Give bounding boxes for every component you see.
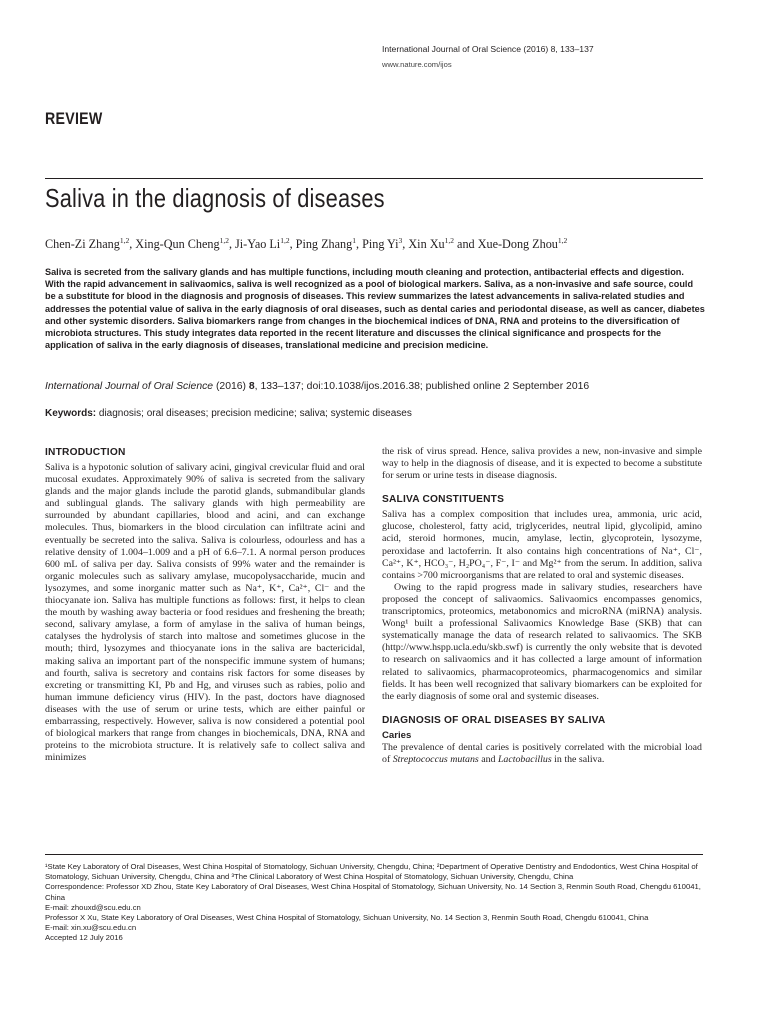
author-affiliation-marker: 1 bbox=[352, 236, 356, 245]
correspondence-2: Professor X Xu, State Key Laboratory of Oral Diseases, West China Hospital of Stomatology, Sichuan University, No. 14 Section 3, Renmin South Road, Chengdu 610041, China bbox=[45, 913, 649, 923]
introduction-continued-paragraph: the risk of virus spread. Hence, saliva provides a new, non-invasive and simple way to help in the diagnosis of disease, and it is expected to become a substitute for serum or urine tests in disease diagnosis. bbox=[382, 446, 702, 482]
journal-url[interactable]: www.nature.com/ijos bbox=[382, 60, 452, 69]
citation-volume: 8 bbox=[248, 381, 255, 392]
right-column bbox=[382, 446, 702, 766]
author-separator: , bbox=[355, 237, 363, 252]
email-1[interactable]: E-mail: zhouxd@scu.edu.cn bbox=[45, 902, 141, 912]
author-affiliation-marker: 1,2 bbox=[444, 236, 454, 245]
author-name: Ji-Yao Li bbox=[235, 237, 281, 252]
caries-paragraph bbox=[382, 742, 702, 766]
introduction-heading: INTRODUCTION bbox=[45, 447, 126, 458]
author-affiliation-marker: 1,2 bbox=[280, 236, 290, 245]
caries-text-b: and bbox=[478, 753, 498, 765]
author-affiliation-marker: 3 bbox=[398, 236, 403, 245]
author-list bbox=[45, 236, 567, 252]
keywords-list: diagnosis; oral diseases; precision medicine; saliva; systemic diseases bbox=[96, 408, 412, 419]
author-name: Ping Zhang bbox=[295, 237, 353, 252]
author-name: Ping Yi bbox=[362, 237, 399, 252]
author-affiliation-marker: 1,2 bbox=[119, 236, 130, 245]
author-name: Chen-Zi Zhang bbox=[45, 237, 120, 252]
keywords bbox=[45, 408, 412, 419]
journal-citation-header: International Journal of Oral Science (2016) 8, 133–137 bbox=[382, 44, 594, 54]
footnotes bbox=[45, 862, 707, 944]
author-separator: , bbox=[129, 237, 136, 252]
author-separator: , bbox=[402, 237, 409, 252]
caries-subheading: Caries bbox=[382, 729, 412, 741]
author-affiliation-marker: 1,2 bbox=[219, 236, 229, 245]
saliva-constituents-heading: SALIVA CONSTITUENTS bbox=[382, 494, 505, 506]
keywords-label: Keywords: bbox=[45, 408, 97, 419]
author-name: Xing-Qun Cheng bbox=[135, 237, 220, 252]
citation-journal: International Journal of Oral Science bbox=[45, 381, 214, 392]
caries-text-a: The prevalence of dental caries is positively correlated with the microbial load of bbox=[382, 741, 702, 765]
citation-year: (2016) bbox=[213, 381, 249, 392]
abstract: Saliva is secreted from the salivary glands and has multiple functions, including mouth cleaning and protection, antibacterial effects and digestion. With the rapid advancement in salivaomics, saliva is well recognized as a pool of biological markers. Saliva, as a non-invasive and safe source, could be a substitute for blood in the diagnosis and prognosis of diseases. This review summarizes the latest advancements in saliva-related studies and addresses the potential value of saliva in the early diagnosis of oral diseases, such as dental caries and periodontal disease, as well as cancer, diabetes and other systemic disorders. Saliva biomarkers range from changes in the biochemical indices of DNA, RNA and proteins to the diversification of microbiota structures. This study integrates data reported in the recent literature and discusses the clinical significance and prospects for the application of saliva in the early diagnosis of diseases, translational medicine and precision medicine. bbox=[45, 267, 705, 351]
article-title: Saliva in the diagnosis of diseases bbox=[45, 183, 385, 213]
correspondence-1: Correspondence: Professor XD Zhou, State Key Laboratory of Oral Diseases, West China Hospital of Stomatology, Sichuan University, No. 14 Section 3, Renmin South Road, Chengdu 610041, China bbox=[45, 882, 701, 902]
species-lactobacillus: Lactobacillus bbox=[497, 753, 552, 765]
title-rule bbox=[45, 178, 703, 179]
author-affiliation-marker: 1,2 bbox=[557, 236, 568, 245]
author-name: Xue-Dong Zhou bbox=[477, 237, 558, 252]
citation-details: , 133–137; doi:10.1038/ijos.2016.38; published online 2 September 2016 bbox=[254, 381, 590, 392]
affiliations-footnote: ¹State Key Laboratory of Oral Diseases, West China Hospital of Stomatology, Sichuan University, Chengdu, China; ²Department of Operative Dentistry and Endodontics, West China Hospital of Stomatology, Sichuan University, Chengdu, China and ³The Clinical Laboratory of West China Hospital of Stomatology, Sichuan University, Chengdu, China bbox=[45, 862, 698, 882]
species-streptococcus: Streptococcus mutans bbox=[392, 753, 479, 765]
author-separator: , bbox=[228, 237, 236, 252]
section-label: REVIEW bbox=[45, 110, 103, 128]
accepted-date: Accepted 12 July 2016 bbox=[45, 933, 123, 943]
constituents-paragraph-2: Owing to the rapid progress made in salivary studies, researchers have proposed the concept of salivaomics. Salivaomics encompasses genomics, transcriptomics, proteomics, metabonomics and microRNA (miRNA) analysis. Wong¹ built a professional Salivaomics Knowledge Base (SKB) that can systematically manage the data of research related to salivaomics. The SKB (http://www.hspp.ucla.edu/skb.swf) is currently the only website that is devoted to research on salivaomics and it has collected a large amount of information related to salivaomics, pharmacoproteomics, pharmacogenomics and similar fields. It has been well recognized that salivary biomarkers can be exploited for the early diagnosis of some oral and systemic diseases. bbox=[382, 581, 702, 702]
footnote-rule bbox=[45, 854, 703, 855]
caries-text-c: in the saliva. bbox=[551, 753, 605, 765]
left-column bbox=[45, 446, 365, 764]
introduction-paragraph: Saliva is a hypotonic solution of salivary acini, gingival crevicular fluid and oral mucosal exudates. Approximately 90% of saliva is secreted from the salivary glands and the major glands include the parotid glands, submandibular glands and sublingual glands. The salivary glands with high permeability are surrounded by abundant capillaries, blood and acini, and can exchange molecules. Thus, biomarkers in the blood circulation can infiltrate acini and eventually be secreted into the saliva. Saliva is colourless, odourless and has a relative density of 1.004–1.009 and a pH of 6.6–7.1. A normal person produces 600 mL of saliva per day. Saliva consists of 99% water and the remainder is organic molecules such as salivary amylase, mucopolysaccharide, mucin and lysozymes, and some inorganic matter such as Na⁺, K⁺, Ca²⁺, Cl⁻ and the thiocyanate ion. Saliva has multiple functions as follows: first, it helps to clean the mouth by washing away bacteria or food residues and freshening the breath; second, salivary amylase, a form of amylase in the saliva of human beings, catalyses the hydrolysis of starch into maltose and sometimes glucose in the mouth; third, lysozymes and thiocyanate ions in the saliva are bactericidal, making saliva an important part of the nonspecific immune system of humans; and fourth, saliva is secretory and contains risk factors for some diseases by excreting or transmitting KI, Pb and Hg, and viruses such as rabies, polio and human immune deficiency virus (HIV). In the past, doctors have diagnosed diseases with the use of serum or urine tests, which are either painful or embarrassing, respectively. However, saliva is now considered a potential pool of biological markers that range from changes in biochemicals, DNA, RNA and proteins to the microbiota structure. It is relatively safe to collect saliva and minimizes bbox=[45, 462, 365, 764]
email-2[interactable]: E-mail: xin.xu@scu.edu.cn bbox=[45, 923, 137, 933]
article-citation bbox=[45, 380, 705, 393]
author-separator: and bbox=[453, 237, 478, 252]
author-separator: , bbox=[289, 237, 296, 252]
diagnosis-oral-diseases-heading: DIAGNOSIS OF ORAL DISEASES BY SALIVA bbox=[382, 714, 606, 726]
constituents-paragraph-1: Saliva has a complex composition that includes urea, ammonia, uric acid, glucose, cholesterol, fatty acid, triglycerides, neutral lipid, glycolipid, amino acid, steroid hormones, mucin, amylase, lectin, glycoprotein, lysozyme, peroxidase and lactoferrin. It also contains high concentrations of Na⁺, Cl⁻, Ca²⁺, K⁺, HCO₃⁻, H₂PO₄⁻, F⁻, I⁻ and Mg²⁺ from the serum. In addition, saliva contains >700 microorganisms that are related to oral and systemic diseases. bbox=[382, 509, 702, 581]
author-name: Xin Xu bbox=[408, 237, 445, 252]
